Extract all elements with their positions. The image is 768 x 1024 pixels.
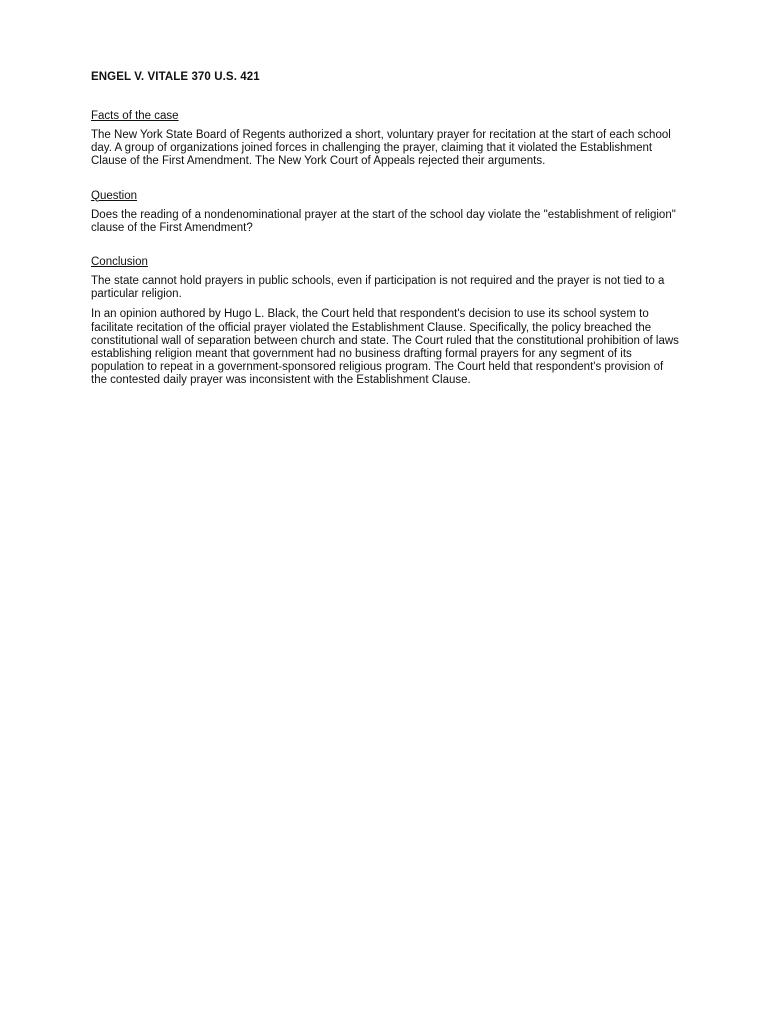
conclusion-paragraph-1: The state cannot hold prayers in public schools, even if participation is not required and the prayer is not tied to a particular religion.: [91, 275, 665, 301]
case-title: ENGEL V. VITALE 370 U.S. 421: [91, 71, 260, 83]
document-page: [91, 71, 681, 409]
question-heading: Question: [91, 189, 138, 202]
facts-section: [91, 110, 681, 169]
conclusion-paragraph-2: In an opinion authored by Hugo L. Black, the Court held that respondent's decision to use its school system to facilitate recitation of the official prayer violated the Establishment Clause. Specifically, the policy breached the constitutional wall of separation between church and state. The Court ruled that the constitutional prohibition of laws establishing religion meant that government had no business drafting formal prayers for any segment of its population to repeat in a government-sponsored religious program. The Court held that respondent's provision of the contested daily prayer was inconsistent with the Establishment Clause.: [91, 308, 679, 387]
facts-paragraph: The New York State Board of Regents authorized a short, voluntary prayer for recitation at the start of each school day. A group of organizations joined forces in challenging the prayer, claiming that it violated the Establishment Clause of the First Amendment. The New York Court of Appeals rejected their arguments.: [91, 129, 671, 168]
conclusion-heading: Conclusion: [91, 256, 148, 269]
question-section: [91, 190, 681, 235]
question-paragraph: Does the reading of a nondenominational prayer at the start of the school day violate the "establishment of religion" clause of the First Amendment?: [91, 208, 676, 234]
conclusion-section: [91, 256, 681, 388]
facts-heading: Facts of the case: [91, 110, 179, 122]
